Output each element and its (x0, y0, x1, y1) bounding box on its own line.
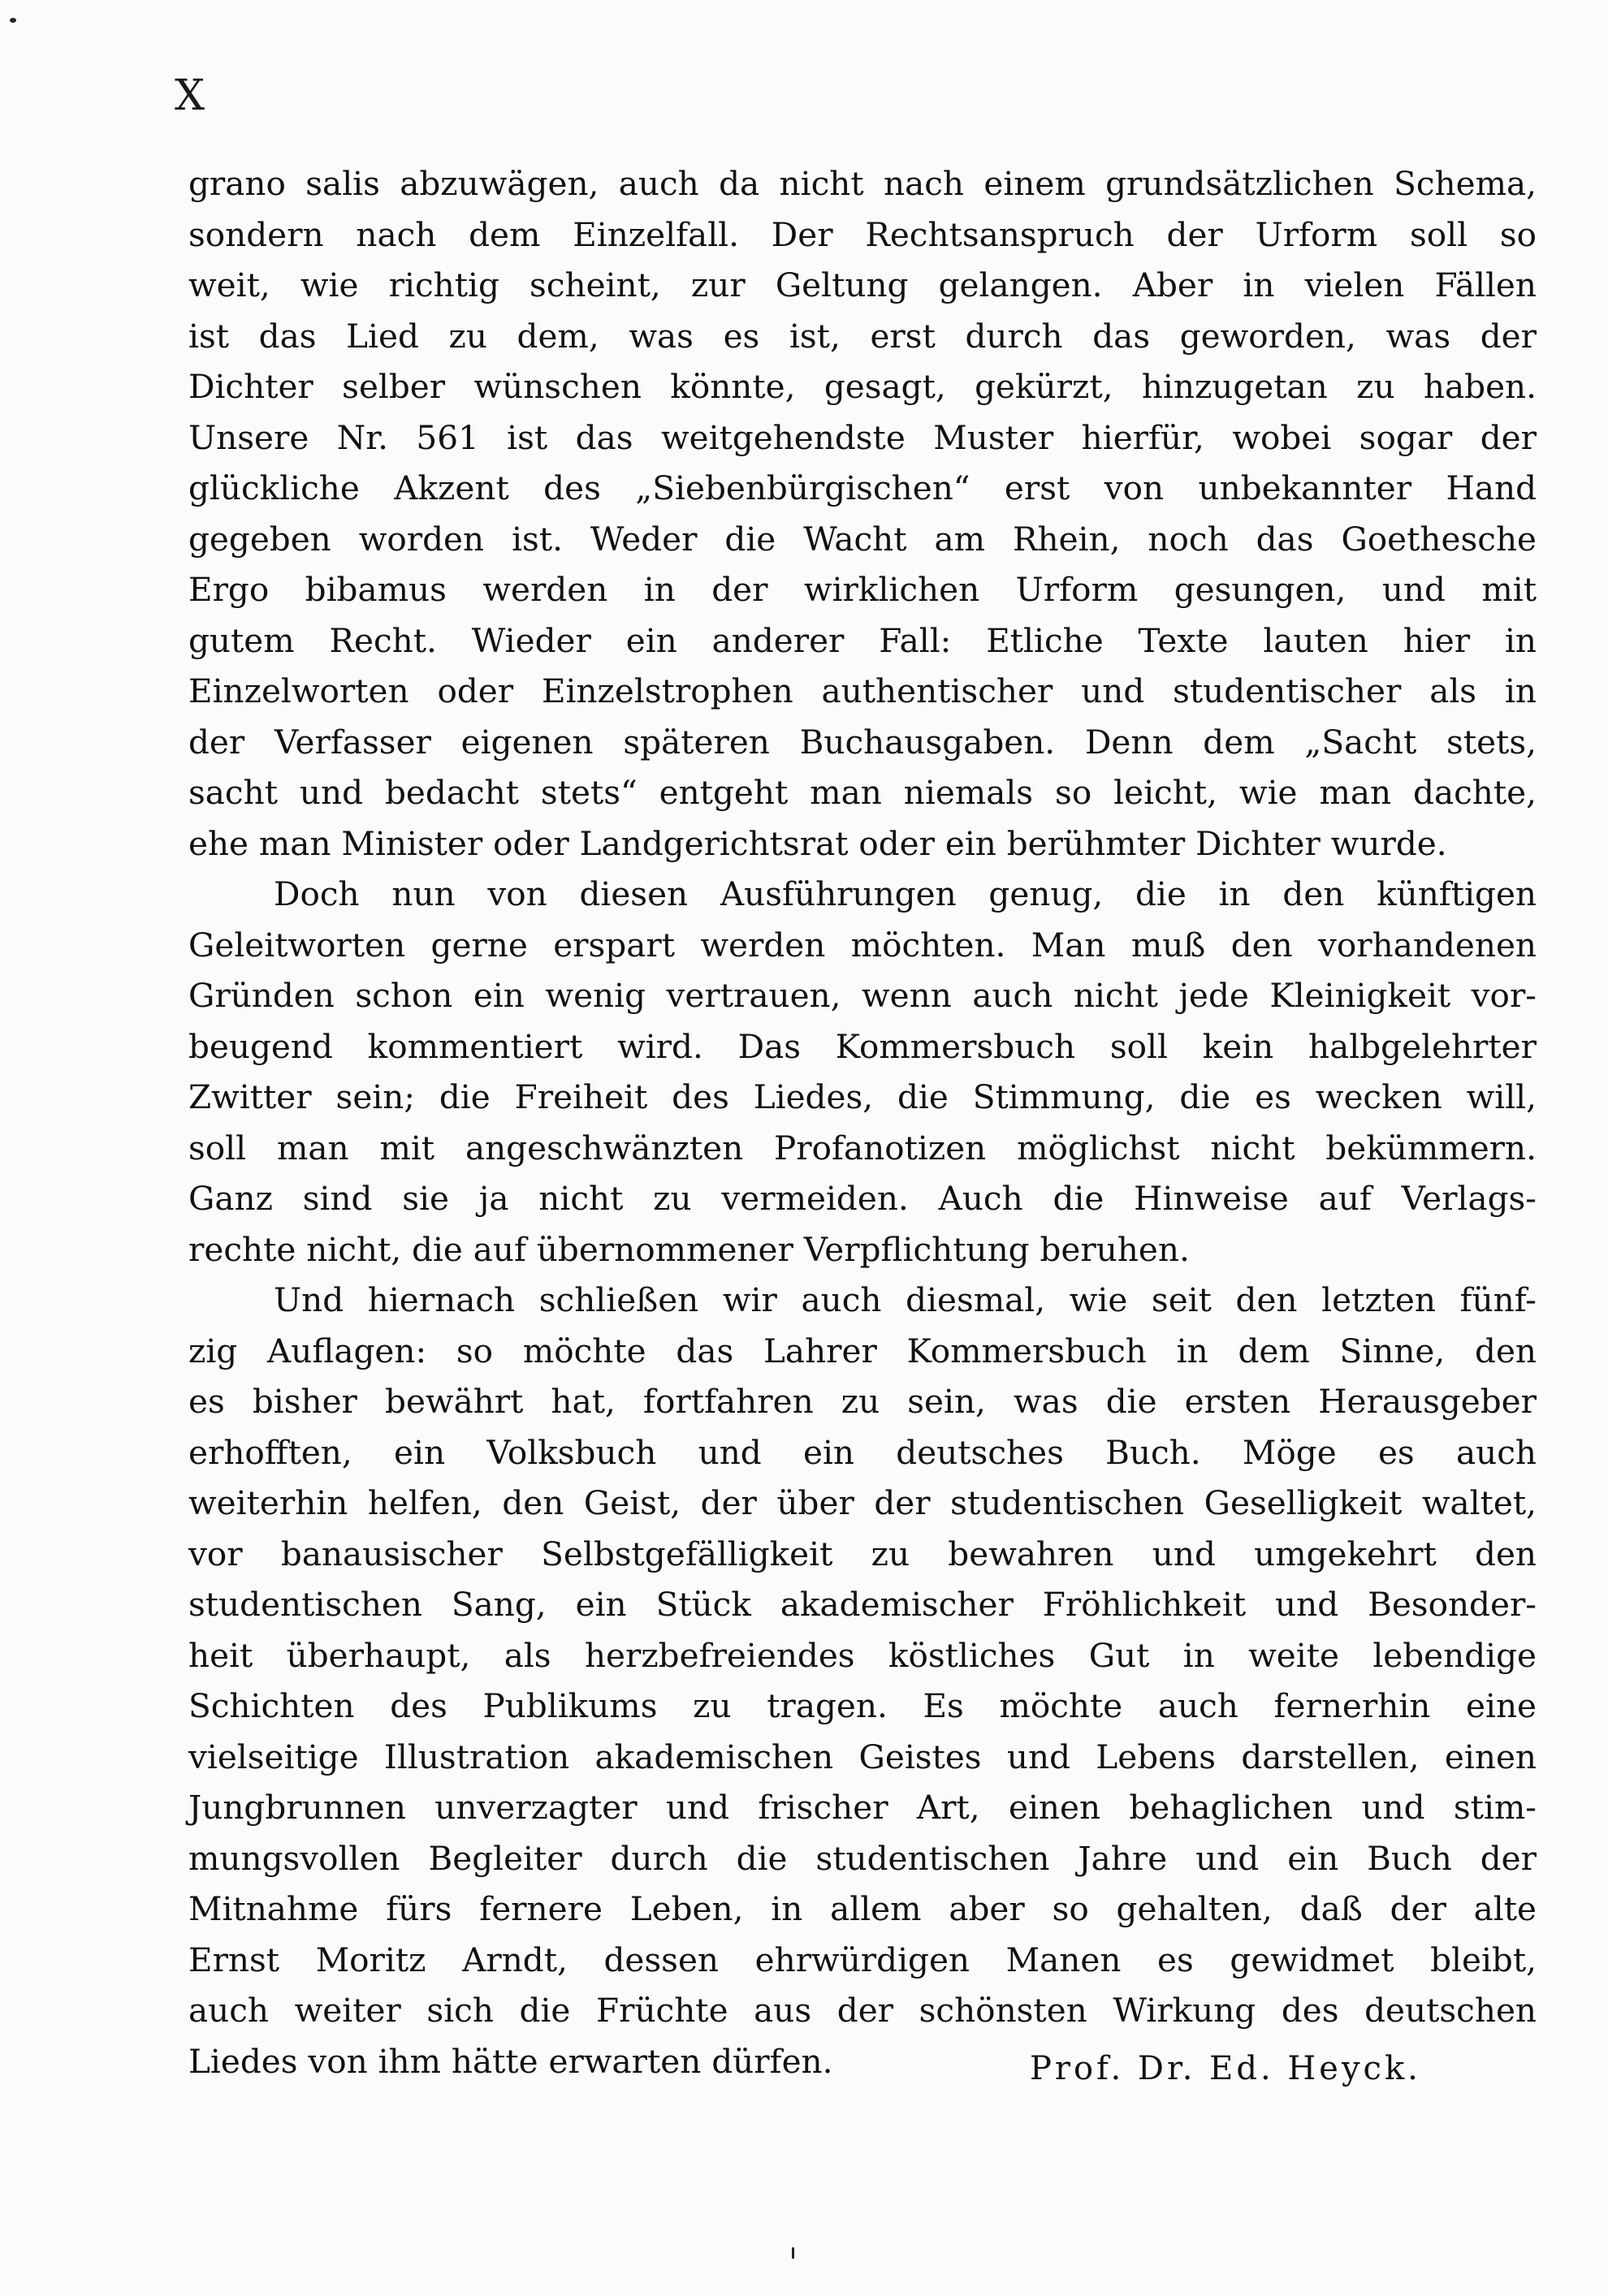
text-line: Gründen schon ein wenig vertrauen, wenn auch nicht jede Kleinigkeit vor- (188, 976, 1537, 1015)
print-speck (792, 2247, 794, 2259)
text-line: rechte nicht, die auf übernommener Verpflichtung beruhen. (188, 1229, 1190, 1269)
text-line: Unsere Nr. 561 ist das weitgehendste Muster hierfür, wobei sogar der (188, 417, 1537, 457)
paragraph-3 (188, 1275, 1537, 2087)
text-line: Geleitworten gerne erspart werden möchten. Man muß den vorhandenen (188, 925, 1537, 965)
text-line: Ganz sind sie ja nicht zu vermeiden. Auch die Hinweise auf Verlags- (188, 1179, 1537, 1218)
print-speck (10, 18, 16, 23)
text-line: Schichten des Publikums zu tragen. Es möchte auch fernerhin eine (188, 1686, 1537, 1725)
text-line: Mitnahme fürs fernere Leben, in allem aber so gehalten, daß der alte (188, 1889, 1537, 1928)
text-line: ist das Lied zu dem, was es ist, erst durch das geworden, was der (188, 316, 1537, 356)
page-number: X (175, 71, 207, 120)
paragraph-2 (188, 869, 1537, 1275)
text-line: heit überhaupt, als herzbefreiendes köstliches Gut in weite lebendige (188, 1635, 1537, 1675)
text-line: glückliche Akzent des „Siebenbürgischen“ erst von unbekannter Hand (188, 468, 1537, 507)
text-line: Und hiernach schließen wir auch diesmal, wie seit den letzten fünf- (274, 1280, 1537, 1319)
text-line: auch weiter sich die Früchte aus der schönsten Wirkung des deutschen (188, 1991, 1537, 2030)
text-line: Ergo bibamus werden in der wirklichen Urform gesungen, und mit (188, 570, 1537, 609)
text-line: beugend kommentiert wird. Das Kommersbuch soll kein halbgelehrter (188, 1026, 1537, 1066)
text-line: Ernst Moritz Arndt, dessen ehrwürdigen Manen es gewidmet bleibt, (188, 1940, 1537, 1979)
text-line: grano salis abzuwägen, auch da nicht nach einem grundsätzlichen Schema, (188, 164, 1537, 203)
text-line: Doch nun von diesen Ausführungen genug, die in den künftigen (274, 874, 1537, 913)
text-line: Jungbrunnen unverzagter und frischer Art, einen behaglichen und stim- (188, 1788, 1537, 1827)
text-line: vor banausischer Selbstgefälligkeit zu bewahren und umgekehrt den (188, 1534, 1537, 1573)
text-line: soll man mit angeschwänzten Profanotizen möglichst nicht bekümmern. (188, 1128, 1537, 1167)
text-line: zig Auflagen: so möchte das Lahrer Kommersbuch in dem Sinne, den (188, 1331, 1537, 1370)
text-line: Dichter selber wünschen könnte, gesagt, gekürzt, hinzugetan zu haben. (188, 367, 1537, 406)
text-line: sondern nach dem Einzelfall. Der Rechtsanspruch der Urform soll so (188, 214, 1537, 254)
paragraph-1 (188, 158, 1537, 869)
text-line: erhofften, ein Volksbuch und ein deutsches Buch. Möge es auch (188, 1432, 1537, 1472)
text-line: Einzelworten oder Einzelstrophen authentischer und studentischer als in (188, 671, 1537, 710)
text-line: ehe man Minister oder Landgerichtsrat oder ein berühmter Dichter wurde. (188, 823, 1447, 863)
text-line: weiterhin helfen, den Geist, der über der studentischen Geselligkeit waltet, (188, 1483, 1537, 1522)
text-line: mungsvollen Begleiter durch die studentischen Jahre und ein Buch der (188, 1838, 1537, 1878)
text-line: weit, wie richtig scheint, zur Geltung gelangen. Aber in vielen Fällen (188, 265, 1537, 304)
author-signature: Prof. Dr. Ed. Heyck. (1030, 2050, 1421, 2087)
text-line: Liedes von ihm hätte erwarten dürfen. (188, 2041, 833, 2081)
body-text (188, 158, 1537, 2087)
text-line: gutem Recht. Wieder ein anderer Fall: Etliche Texte lauten hier in (188, 620, 1537, 660)
text-line: es bisher bewährt hat, fortfahren zu sein, was die ersten Herausgeber (188, 1382, 1537, 1421)
text-line: gegeben worden ist. Weder die Wacht am Rhein, noch das Goethesche (188, 519, 1537, 559)
text-line: sacht und bedacht stets“ entgeht man niemals so leicht, wie man dachte, (188, 773, 1537, 812)
text-line: studentischen Sang, ein Stück akademischer Fröhlichkeit und Besonder- (188, 1585, 1537, 1624)
text-line: Zwitter sein; die Freiheit des Liedes, die Stimmung, die es wecken will, (188, 1077, 1537, 1116)
text-line: vielseitige Illustration akademischen Geistes und Lebens darstellen, einen (188, 1737, 1537, 1776)
text-line: der Verfasser eigenen späteren Buchausgaben. Denn dem „Sacht stets, (188, 722, 1537, 762)
